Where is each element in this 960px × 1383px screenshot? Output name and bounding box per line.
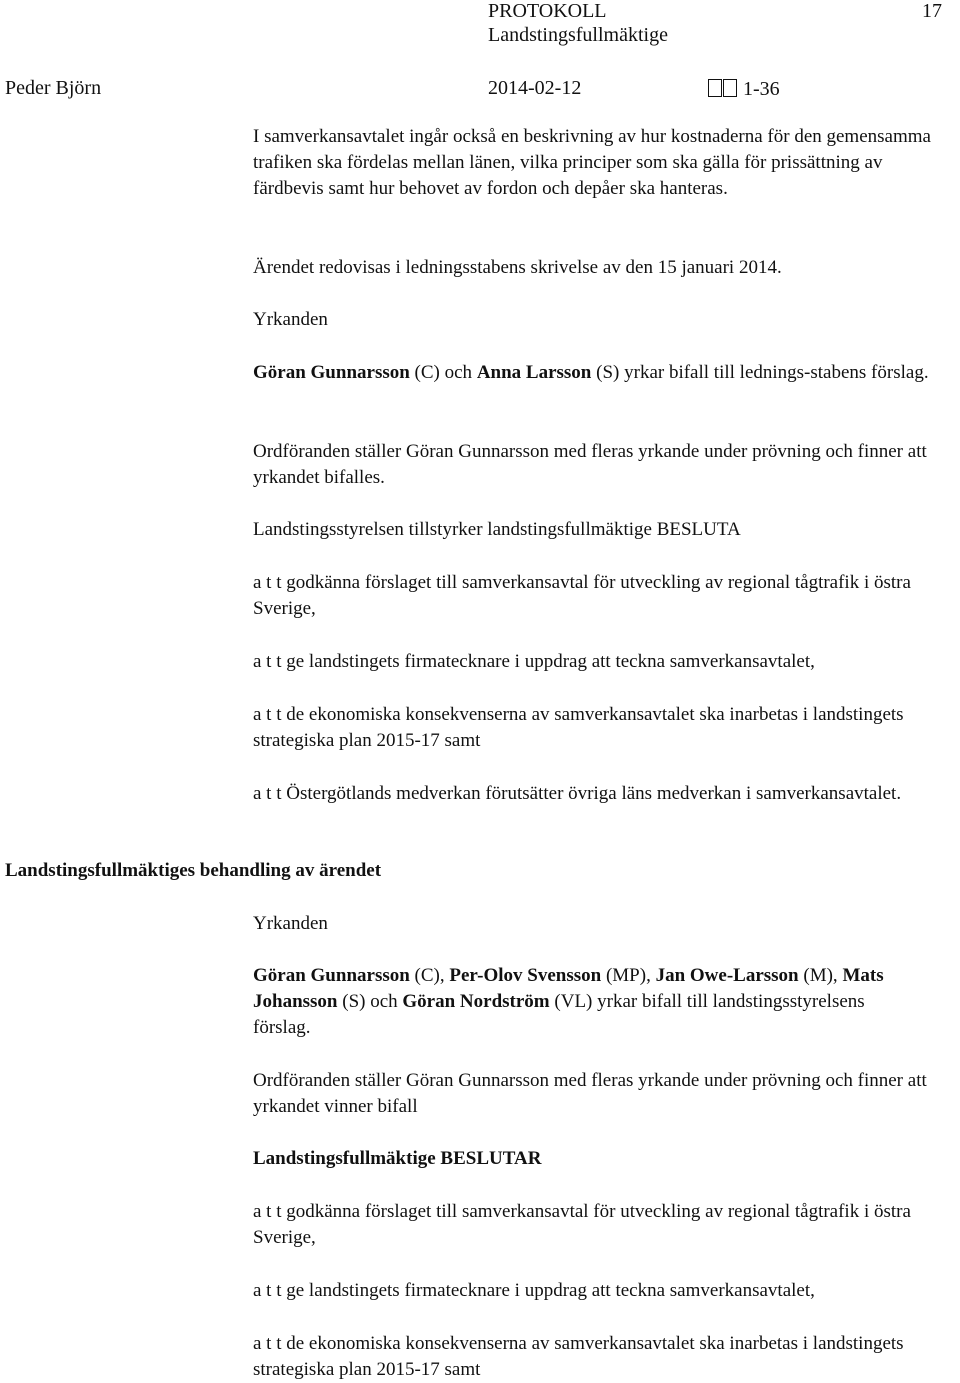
chair-ruling-2: Ordföranden ställer Göran Gunnarsson med fleras yrkande under prövning och finner att yrkandet vinner bifall [253,1070,927,1117]
proposer-name: Göran Gunnarsson [253,362,410,383]
chair-ruling-1: Ordföranden ställer Göran Gunnarsson med fleras yrkande under prövning och finner att yrkandet bifalles. [253,441,927,488]
proposer-name: Anna Larsson [476,362,592,383]
board-recommendation-heading: Landstingsstyrelsen tillstyrker landstingsfullmäktige BESLUTA [253,519,741,540]
council-decision-heading: Landstingsfullmäktige BESLUTAR [253,1148,542,1169]
proposer-name: Göran Nordström [402,991,550,1012]
section-ref [708,77,780,100]
report-reference: Ärendet redovisas i ledningsstabens skrivelse av den 15 januari 2014. [253,257,782,278]
council-att-1: a t t godkänna förslaget till samverkansavtal för utveckling av regional tågtrafik i östra Sverige, [253,1201,911,1248]
doc-type: PROTOKOLL [488,0,607,22]
yrkanden-heading-2: Yrkanden [253,913,328,934]
paragraph-icon [723,79,737,97]
council-handling-heading: Landstingsfullmäktiges behandling av ärendet [5,860,382,881]
board-att-1: a t t godkänna förslaget till samverkansavtal för utveckling av regional tågtrafik i östra Sverige, [253,572,911,619]
organ-name: Landstingsfullmäktige [488,24,668,46]
author-name: Peder Björn [5,77,102,99]
yrkanden-1-text: Göran Gunnarsson (C) och Anna Larsson (S) yrkar bifall till lednings-stabens förslag. [253,362,929,383]
page-number: 17 [922,0,942,22]
board-att-2: a t t ge landstingets firmatecknare i uppdrag att teckna samverkansavtalet, [253,651,815,672]
board-att-3: a t t de ekonomiska konsekvenserna av samverkansavtalet ska inarbetas i landstingets strategiska plan 2015-17 samt [253,704,904,751]
proposer-name: Göran Gunnarsson [253,965,410,986]
proposer-name: Jan Owe-Larsson [655,965,799,986]
proposer-name: Per-Olov Svensson [449,965,602,986]
paragraph-icon [708,79,722,97]
council-att-2: a t t ge landstingets firmatecknare i uppdrag att teckna samverkansavtalet, [253,1280,815,1301]
yrkanden-2-text: Göran Gunnarsson (C), Per-Olov Svensson (MP), Jan Owe-Larsson (M), Mats Johansson (S) och Göran Nordström (VL) yrkar bifall till landstingsstyrelsens förslag. [253,965,884,1038]
council-att-3: a t t de ekonomiska konsekvenserna av samverkansavtalet ska inarbetas i landstingets strategiska plan 2015-17 samt [253,1333,904,1380]
section-range: 1-36 [743,78,780,100]
meeting-date: 2014-02-12 [488,77,582,99]
intro-paragraph: I samverkansavtalet ingår också en beskrivning av hur kostnaderna för den gemensamma trafiken ska fördelas mellan länen, vilka principer som ska gälla för prissättning av färdbevis samt hur behovet av fordon och depåer ska hanteras. [253,126,931,199]
proposer-name: Mats Johansson [253,965,884,1012]
board-att-4: a t t Östergötlands medverkan förutsätter övriga läns medverkan i samverkansavtalet. [253,783,902,804]
yrkanden-heading-1: Yrkanden [253,309,328,330]
